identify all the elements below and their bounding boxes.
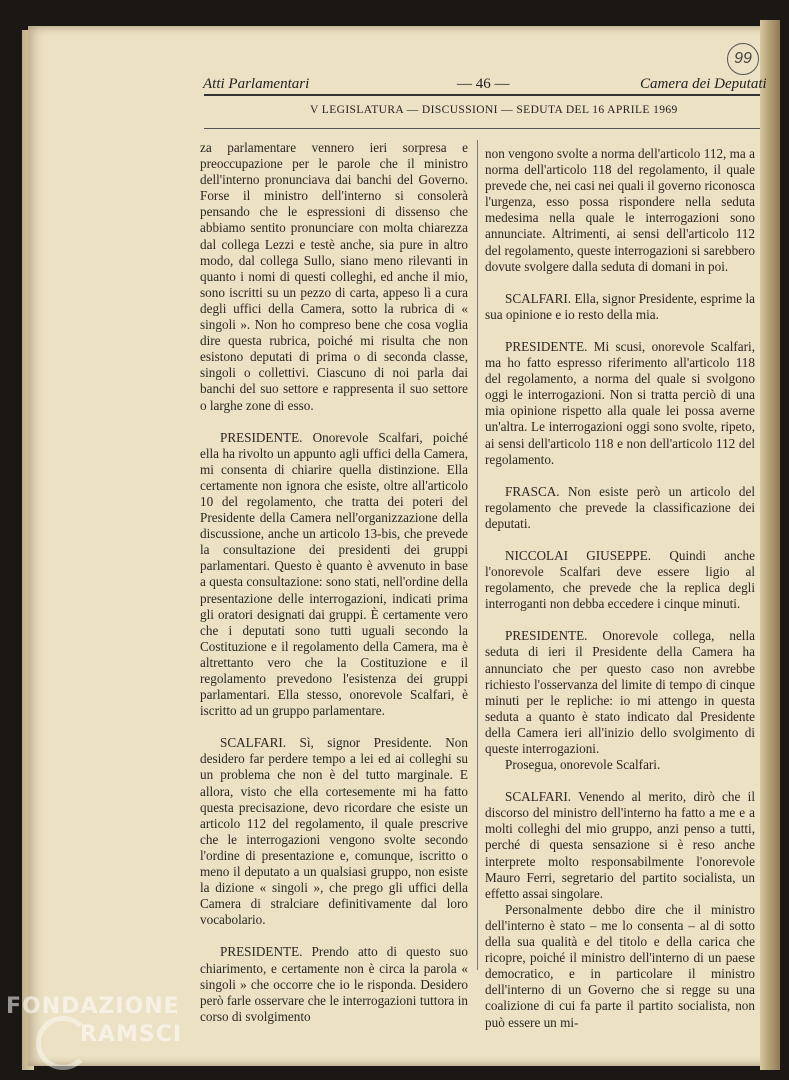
left-column — [200, 140, 468, 1025]
right-column — [485, 146, 755, 1031]
page-right-edge — [760, 20, 780, 1070]
paragraph: Prosegua, onorevole Scalfari. — [505, 757, 661, 773]
header-right: Camera dei Deputati — [640, 76, 767, 92]
paragraph: NICCOLAI GIUSEPPE. Quindi anche l'onorevole Scalfari deve essere ligio al regolamento, che prevede che la replica degli interroganti non debba eccedere i cinque minuti. — [485, 547, 755, 612]
watermark-line2: RAMSCI — [80, 1022, 183, 1047]
header-rule — [204, 94, 760, 96]
paragraph: Personalmente debbo dire che il ministro dell'interno è stato – me lo consenta – al di sotto della sua qualità e del titolo e della carica che ricopre, poiché il ministro dell'interno di un paese democratico, e in particolare il ministro dell'interno di un Governo che si regge su una coalizione di cui fa parte il partito socialista, non può essere un mi- — [485, 901, 755, 1030]
fondazione-gramsci-watermark — [0, 990, 210, 1070]
watermark-line1: FONDAZIONE — [6, 994, 180, 1019]
paragraph: SCALFARI. Sì, signor Presidente. Non desidero far perdere tempo a lei ed ai colleghi su un problema che non è del tutto marginale. E allora, visto che ella cortesemente mi ha fatto questa precisazione, devo ricordare che esiste un articolo 112 del regolamento, il quale prescrive che le interrogazioni vengono svolte secondo l'ordine di presentazione e, comunque, iscritto o meno il deputato a un qualsiasi gruppo, non esiste la dizione « singoli », che prego gli uffici della Camera di stralciare definitivamente dal loro vocabolario. — [200, 735, 468, 928]
paragraph: SCALFARI. Ella, signor Presidente, esprime la sua opinione e io resto della mia. — [485, 290, 755, 322]
subheader-rule — [204, 128, 760, 129]
paragraph: non vengono svolte a norma dell'articolo 112, ma a norma dell'articolo 118 del regolamento, il quale prevede che, nei casi nei quali il governo riconosca l'urgenza, esso possa rispondere nella seduta medesima nella quale le interrogazioni sono annunciate. Altrimenti, ai sensi dell'articolo 112 del regolamento, queste interrogazioni si sarebbero dovute svolgere dalla seduta di domani in poi. — [485, 146, 755, 274]
column-divider — [477, 140, 478, 970]
session-subheader: V LEGISLATURA — DISCUSSIONI — SEDUTA DEL 16 APRILE 1969 — [310, 104, 678, 116]
paragraph: za parlamentare vennero ieri sorpresa e preoccupazione per le parole che il ministro dell'interno pronunciava dai banchi del Governo. Forse il ministro dell'interno si consolerà pensando che le espressioni di dissenso che abbiamo sentito pronunciare con molta chiarezza dal collega Lezzi e testè anche, sia pure in altro modo, dal collega Sullo, siano meno rilevanti in quanto i nomi di questi colleghi, ed anche il mio, sono iscritti su un pezzo di carta, appeso lì a cura degli uffici della Camera, sotto la rubrica di « singoli ». Non ho compreso bene che cosa voglia dire questa rubrica, poiché mi risulta che non esistono deputati di prima o di seconda classe, singoli o collettivi. Ciascuno di noi parla dai banchi del suo settore e rappresenta il suo settore o larghe zone di esso. — [200, 140, 468, 413]
header-left: Atti Parlamentari — [203, 76, 310, 92]
running-header — [175, 48, 767, 92]
paragraph: PRESIDENTE. Onorevole Scalfari, poiché ella ha rivolto un appunto agli uffici della Camera, mi consenta di chiarire quella distinzione. Ella certamente non ignora che esiste, oltre all'articolo 10 del regolamento, che tratta dei poteri del Presidente della Camera nell'organizzazione della discussione, anche un articolo 13-bis, che prevede la consultazione dei presidenti dei gruppi parlamentari. Questo è quanto è avvenuto in base a questa consultazione: sono stati, nell'ordine della presentazione delle interrogazioni, indicati prima gli oratori designati dai gruppi. È certamente vero che i deputati sono tutti uguali secondo la Costituzione e il regolamento della Camera, ma è altrettanto vero che la Costituzione e il regolamento prevedono l'esistenza dei gruppi parlamentari. Ella stesso, onorevole Scalfari, è iscritto ad un gruppo parlamentare. — [200, 429, 468, 719]
handwritten-page-number: 99 — [727, 43, 759, 75]
paragraph: SCALFARI. Venendo al merito, dirò che il discorso del ministro dell'interno ha fatto a me e a molti colleghi del mio gruppo, anzi penso a tutti, perché di questa sensazione si è reso anche interprete molto responsabilmente l'onorevole Mauro Ferri, segretario del partito socialista, un effetto assai singolare. — [485, 789, 755, 901]
paragraph: PRESIDENTE. Mi scusi, onorevole Scalfari, ma ho fatto espresso riferimento all'articolo 118 del regolamento, a norma del quale si svolgono oggi le interrogazioni. Non si tratta perciò di una mia opinione rispetto alla quale lei possa averne un'altra. Le interrogazioni oggi sono svolte, ripeto, ai sensi dell'articolo 118 e non dell'articolo 112 del regolamento. — [485, 338, 755, 467]
paragraph: PRESIDENTE. Onorevole collega, nella seduta di ieri il Presidente della Camera ha annunciato che per questo caso non avrebbe richiesto l'osservanza del limite di tempo di cinque minuti per le repliche: io mi attengo in questa seduta a quanto è stato indicato dal Presidente della Camera ieri all'inizio dello svolgimento di queste interrogazioni. — [485, 628, 755, 756]
header-page-number: — 46 — — [457, 76, 510, 92]
paragraph: PRESIDENTE. Prendo atto di questo suo chiarimento, e certamente non è circa la parola « singoli » che occorre che io le risponda. Desidero però farle osservare che le interrogazioni tuttora in corso di svolgimento — [200, 944, 468, 1024]
paragraph: FRASCA. Non esiste però un articolo del regolamento che prevede la classificazione dei deputati. — [485, 483, 755, 531]
